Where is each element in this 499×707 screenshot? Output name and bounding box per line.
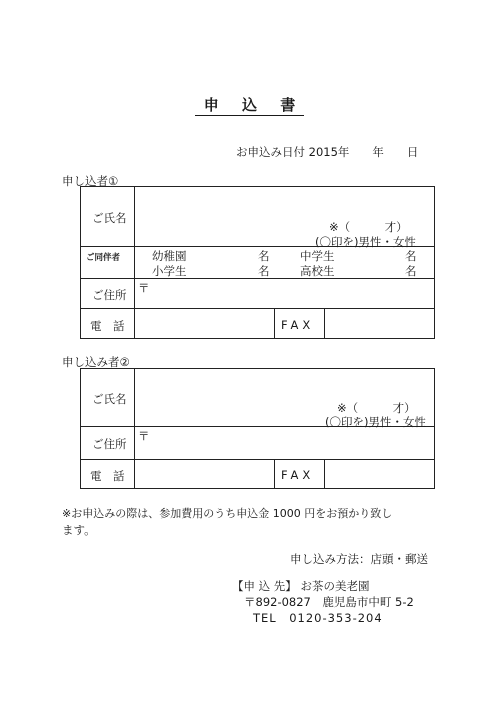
contact-phone: TEL 0120-353-204 [253, 611, 383, 625]
postal-mark: 〒 [138, 281, 150, 295]
companion-kindergarten-label: 幼稚園 [152, 249, 187, 263]
companion-junior-high-label: 中学生 [300, 249, 335, 263]
companion-count-unit[interactable]: 名 [405, 249, 417, 263]
applicant1-heading: 申し込者① [62, 174, 119, 188]
phone-label: 電 話 [90, 469, 125, 483]
fax-label: FAX [281, 318, 315, 332]
name-label: ご氏名 [92, 392, 127, 406]
fax-value-divider [324, 459, 325, 489]
applicant2-label-divider [134, 368, 135, 489]
postal-mark: 〒 [138, 429, 150, 443]
row-divider [80, 459, 435, 460]
contact-name: 【申 込 先】 お茶の美老園 [232, 579, 370, 593]
companion-count-unit[interactable]: 名 [405, 264, 417, 278]
phone-label: 電 話 [90, 319, 125, 333]
page-title [0, 94, 499, 115]
phone-fax-divider [274, 459, 275, 489]
companion-high-school-label: 高校生 [300, 264, 335, 278]
name-label: ご氏名 [92, 211, 127, 225]
application-method: 申し込み方法：店頭・郵送 [290, 552, 428, 566]
deposit-note-line1: ※お申込みの際は、参加費用のうち申込金 1000 円をお預かり致し [62, 507, 393, 520]
phone-fax-divider [274, 308, 275, 339]
applicant2-heading: 申し込み者② [62, 355, 130, 369]
applicant1-label-divider [134, 186, 135, 339]
row-divider [80, 308, 435, 309]
address-label: ご住所 [92, 288, 127, 302]
companions-label: ご同伴者 [86, 253, 121, 263]
gender-field[interactable]: (〇印を)男性・女性 [325, 415, 426, 429]
fax-value-divider [324, 308, 325, 339]
age-field[interactable]: ※（ 才） [337, 401, 416, 415]
companion-count-unit[interactable]: 名 [258, 264, 270, 278]
title-text: 申 込 書 [195, 96, 304, 116]
companion-count-unit[interactable]: 名 [258, 249, 270, 263]
application-date: お申込み日付 2015年 年 日 [236, 145, 419, 159]
age-field[interactable]: ※（ 才） [329, 220, 408, 234]
companion-elementary-label: 小学生 [152, 264, 187, 278]
address-label: ご住所 [92, 437, 127, 451]
deposit-note-line2: ます。 [62, 523, 96, 537]
gender-field[interactable]: (〇印を)男性・女性 [315, 235, 416, 249]
fax-label: FAX [281, 468, 315, 482]
contact-address: 〒892-0827 鹿児島市中町 5-2 [244, 595, 414, 609]
